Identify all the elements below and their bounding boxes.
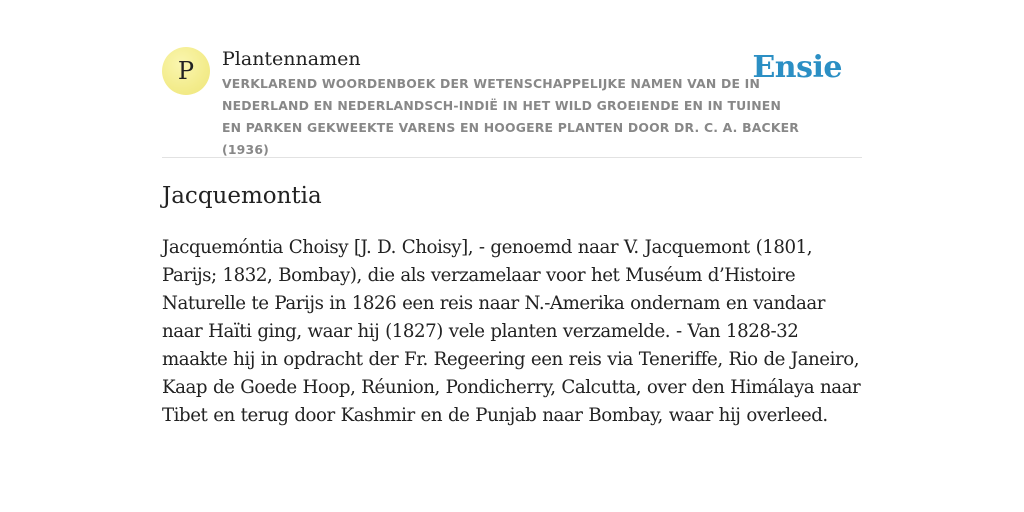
source-header bbox=[162, 45, 862, 157]
source-description: VERKLAREND WOORDENBOEK DER WETENSCHAPPELIJKE NAMEN VAN DE IN NEDERLAND EN NEDERLANDSCH-INDIË IN HET WILD GROEIENDE EN IN TUINEN EN PARKEN GEKWEEKTE VARENS EN HOOGERE PLANTEN DOOR DR. C. A. BACKER (1936) bbox=[222, 76, 800, 157]
avatar-letter: P bbox=[177, 57, 195, 85]
divider bbox=[162, 157, 862, 158]
entry-body: Jacquemóntia Choisy [J. D. Choisy], - genoemd naar V. Jacquemont (1801, Parijs; 1832, Bombay), die als verzamelaar voor het Muséum d’Histoire Naturelle te Parijs in 1826 een reis naar N.-Amerika ondernam en vandaar naar Haïti ging, waar hij (1827) vele planten verzamelde. - Van 1828-32 maakte hij in opdracht der Fr. Regeering een reis via Teneriffe, Rio de Janeiro, Kaap de Goede Hoop, Réunion, Pondicherry, Calcutta, over den Himálaya naar Tibet en terug door Kashmir en de Punjab naar Bombay, waar hij overleed. bbox=[162, 237, 861, 426]
ensie-logo[interactable]: Ensie bbox=[752, 50, 842, 85]
entry-title: Jacquemontia bbox=[162, 183, 322, 209]
source-title[interactable]: Plantennamen bbox=[222, 48, 361, 70]
source-avatar[interactable] bbox=[162, 47, 210, 95]
